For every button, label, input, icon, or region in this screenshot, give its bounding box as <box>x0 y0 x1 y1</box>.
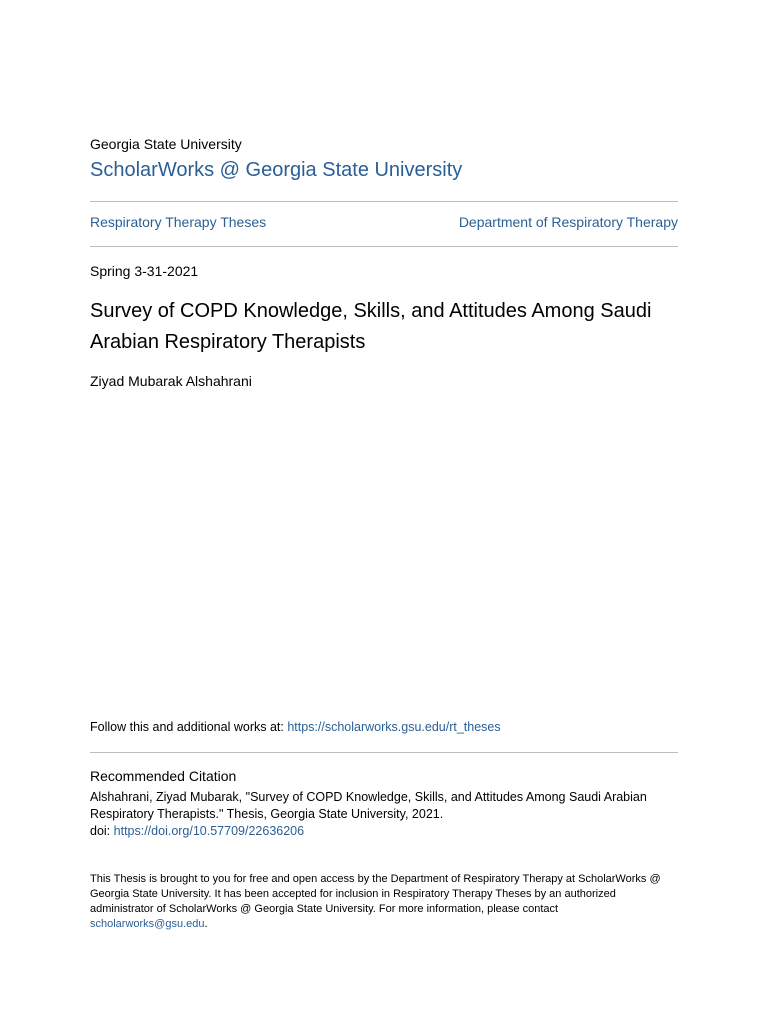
publication-date: Spring 3-31-2021 <box>90 263 199 279</box>
follow-line <box>90 719 501 735</box>
author-name: Ziyad Mubarak Alshahrani <box>90 373 252 389</box>
collection-url-link[interactable]: https://scholarworks.gsu.edu/rt_theses <box>287 720 501 734</box>
citation-heading: Recommended Citation <box>90 768 237 784</box>
university-name: Georgia State University <box>90 136 242 152</box>
notice-text: This Thesis is brought to you for free and open access by the Department of Respiratory Therapy at ScholarWorks @ Georgia State University. It has been accepted for inclusion in Respiratory Therapy Theses by an authorized administrator of ScholarWorks @ Georgia State University. For more information, please contact <box>90 873 661 915</box>
cover-page <box>90 0 678 1024</box>
collection-link[interactable]: Respiratory Therapy Theses <box>90 214 267 230</box>
follow-text: Follow this and additional works at: <box>90 720 288 734</box>
document-title: Survey of COPD Knowledge, Skills, and Attitudes Among Saudi Arabian Respiratory Therapists <box>90 300 652 353</box>
repository-link[interactable]: ScholarWorks @ Georgia State University <box>90 159 463 181</box>
doi-label: doi: <box>90 824 114 838</box>
contact-email-link[interactable]: scholarworks@gsu.edu <box>90 918 205 930</box>
doi-line <box>90 823 304 840</box>
divider-bottom <box>90 752 678 753</box>
divider-top <box>90 201 678 202</box>
notice-end: . <box>204 918 208 930</box>
breadcrumb <box>90 214 678 231</box>
divider-middle <box>90 246 678 247</box>
doi-link[interactable]: https://doi.org/10.57709/22636206 <box>113 824 305 838</box>
access-notice <box>90 872 678 932</box>
citation-text: Alshahrani, Ziyad Mubarak, "Survey of COPD Knowledge, Skills, and Attitudes Among Saudi Arabian Respiratory Therapists." Thesis, Georgia State University, 2021. <box>90 790 647 821</box>
department-link[interactable]: Department of Respiratory Therapy <box>458 214 678 230</box>
